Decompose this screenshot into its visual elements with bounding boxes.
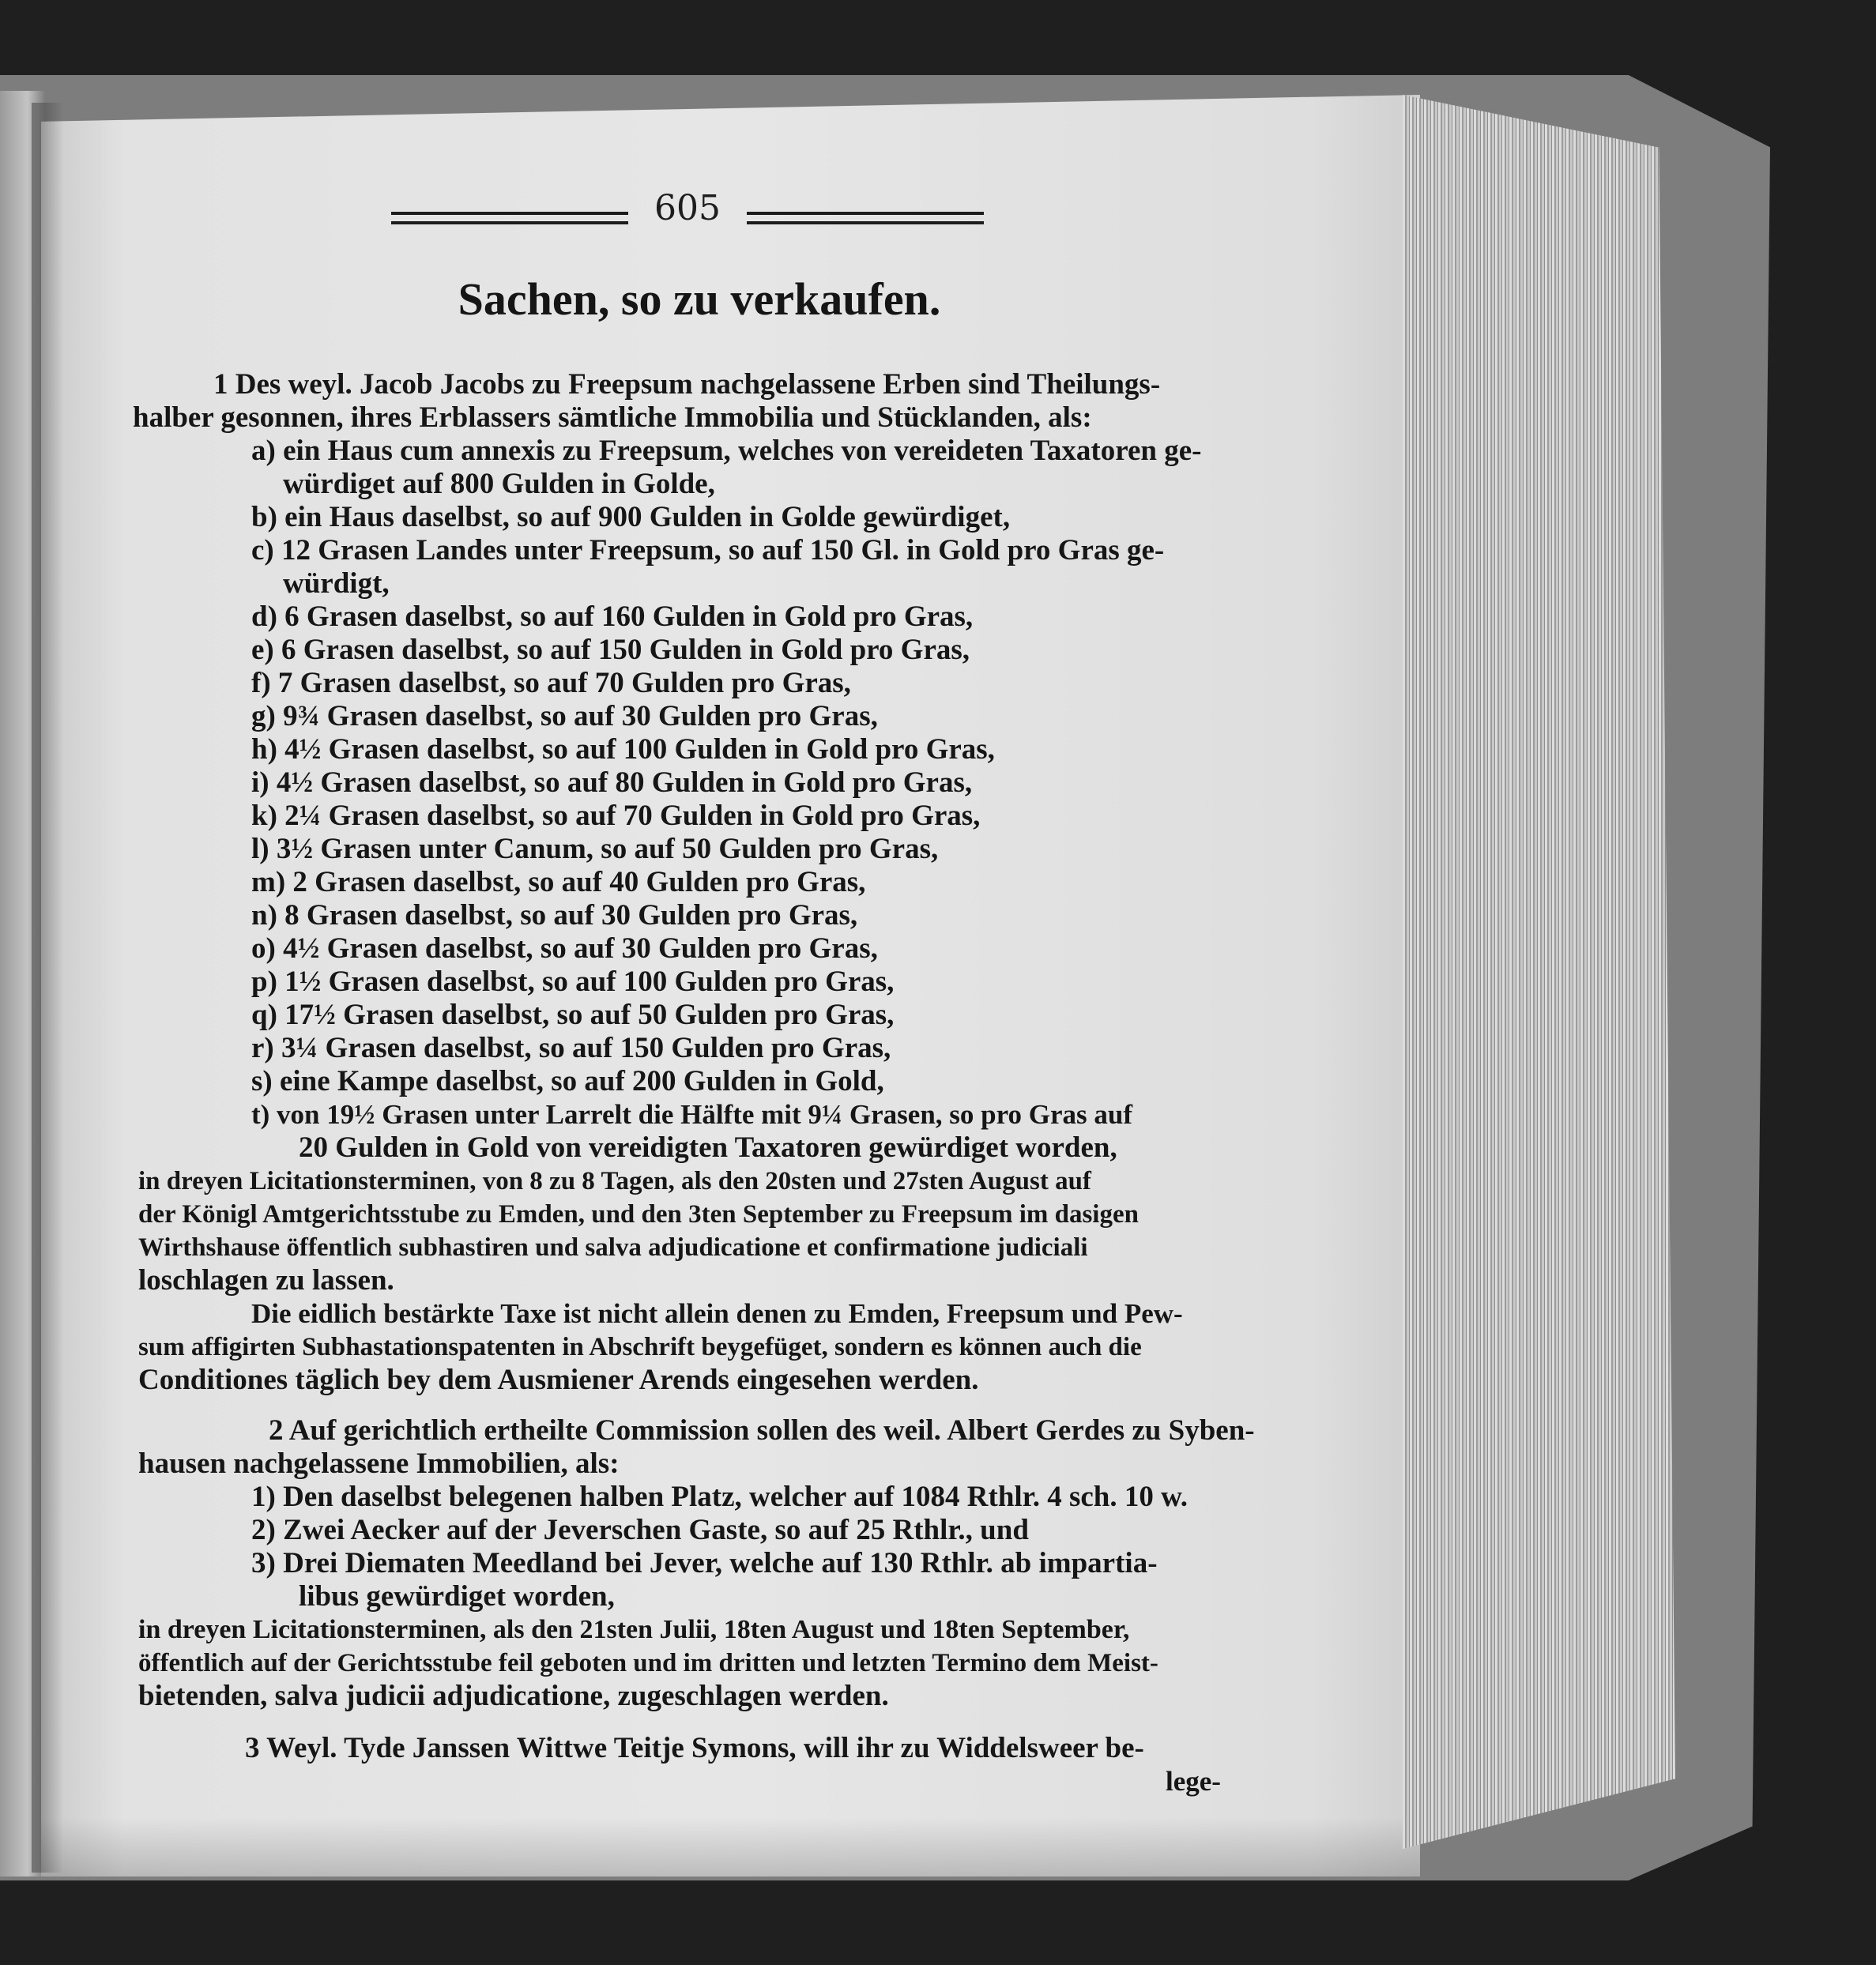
text-line: 2) Zwei Aecker auf der Jeverschen Gaste, so auf 25 Rthlr., und: [251, 1514, 1029, 1546]
text-line: Conditiones täglich bey dem Ausmiener Arends eingesehen werden.: [138, 1364, 979, 1396]
text-line: h) 4½ Grasen daselbst, so auf 100 Gulden in Gold pro Gras,: [251, 733, 995, 766]
text-line: öffentlich auf der Gerichtsstube feil geboten und im dritten und letzten Termino dem Meist-: [138, 1649, 1158, 1677]
text-line: würdiget auf 800 Gulden in Golde,: [283, 468, 715, 500]
text-line: in dreyen Licitationsterminen, von 8 zu 8 Tagen, als den 20sten und 27sten August auf: [138, 1167, 1091, 1195]
text-line: halber gesonnen, ihres Erblassers sämtliche Immobilia und Stücklanden, als:: [133, 401, 1092, 434]
text-line: lege-: [1166, 1766, 1221, 1797]
text-line: a) ein Haus cum annexis zu Freepsum, welches von vereideten Taxatoren ge-: [251, 435, 1202, 467]
text-line: s) eine Kampe daselbst, so auf 200 Gulden in Gold,: [251, 1065, 884, 1097]
text-line: i) 4½ Grasen daselbst, so auf 80 Gulden in Gold pro Gras,: [251, 766, 973, 799]
section-title: Sachen, so zu verkaufen.: [458, 273, 941, 325]
text-line: würdigt,: [283, 567, 390, 600]
text-line: libus gewürdiget worden,: [299, 1580, 615, 1613]
text-line: g) 9¾ Grasen daselbst, so auf 30 Gulden pro Gras,: [251, 700, 878, 732]
text-line: der Königl Amtgerichtsstube zu Emden, und den 3ten September zu Freepsum im dasigen: [138, 1200, 1139, 1229]
text-line: l) 3½ Grasen unter Canum, so auf 50 Gulden pro Gras,: [251, 833, 939, 865]
text-line: in dreyen Licitationsterminen, als den 21sten Julii, 18ten August und 18ten September,: [138, 1615, 1130, 1644]
text-line: loschlagen zu lassen.: [138, 1264, 394, 1297]
text-line: 2 Auf gerichtlich ertheilte Commission sollen des weil. Albert Gerdes zu Syben-: [269, 1414, 1255, 1447]
text-line: b) ein Haus daselbst, so auf 900 Gulden in Golde gewürdiget,: [251, 501, 1011, 533]
text-line: o) 4½ Grasen daselbst, so auf 30 Gulden pro Gras,: [251, 932, 878, 965]
text-line: m) 2 Grasen daselbst, so auf 40 Gulden pro Gras,: [251, 866, 866, 898]
text-line: 1) Den daselbst belegenen halben Platz, welcher auf 1084 Rthlr. 4 sch. 10 w.: [251, 1481, 1189, 1513]
text-line: 1 Des weyl. Jacob Jacobs zu Freepsum nachgelassene Erben sind Theilungs-: [213, 368, 1161, 401]
page-number: 605: [654, 188, 721, 228]
text-line: 20 Gulden in Gold von vereidigten Taxatoren gewürdiget worden,: [299, 1131, 1117, 1164]
text-line: e) 6 Grasen daselbst, so auf 150 Gulden in Gold pro Gras,: [251, 634, 970, 666]
text-line: sum affigirten Subhastationspatenten in Abschrift beygefüget, sondern es können auch die: [138, 1333, 1142, 1361]
text-line: 3) Drei Diematen Meedland bei Jever, welche auf 130 Rthlr. ab impartia-: [251, 1547, 1158, 1579]
text-line: r) 3¼ Grasen daselbst, so auf 150 Gulden pro Gras,: [251, 1032, 891, 1064]
text-line: 3 Weyl. Tyde Janssen Wittwe Teitje Symons, will ihr zu Widdelsweer be-: [245, 1732, 1144, 1764]
text-line: f) 7 Grasen daselbst, so auf 70 Gulden pro Gras,: [251, 667, 851, 699]
text-line: c) 12 Grasen Landes unter Freepsum, so auf 150 Gl. in Gold pro Gras ge-: [251, 534, 1165, 567]
text-line: hausen nachgelassene Immobilien, als:: [138, 1447, 620, 1480]
text-line: bietenden, salva judicii adjudicatione, zugeschlagen werden.: [138, 1680, 889, 1712]
text-line: q) 17½ Grasen daselbst, so auf 50 Gulden pro Gras,: [251, 999, 895, 1031]
text-line: k) 2¼ Grasen daselbst, so auf 70 Gulden in Gold pro Gras,: [251, 800, 981, 832]
text-line: Wirthshause öffentlich subhastiren und salva adjudicatione et confirmatione judiciali: [138, 1233, 1088, 1262]
text-line: Die eidlich bestärkte Taxe ist nicht allein denen zu Emden, Freepsum und Pew-: [251, 1298, 1183, 1329]
text-line: t) von 19½ Grasen unter Larrelt die Hälfte mit 9¼ Grasen, so pro Gras auf: [251, 1099, 1133, 1130]
text-line: n) 8 Grasen daselbst, so auf 30 Gulden pro Gras,: [251, 899, 858, 932]
text-line: d) 6 Grasen daselbst, so auf 160 Gulden in Gold pro Gras,: [251, 600, 974, 633]
text-line: p) 1½ Grasen daselbst, so auf 100 Gulden pro Gras,: [251, 966, 895, 998]
